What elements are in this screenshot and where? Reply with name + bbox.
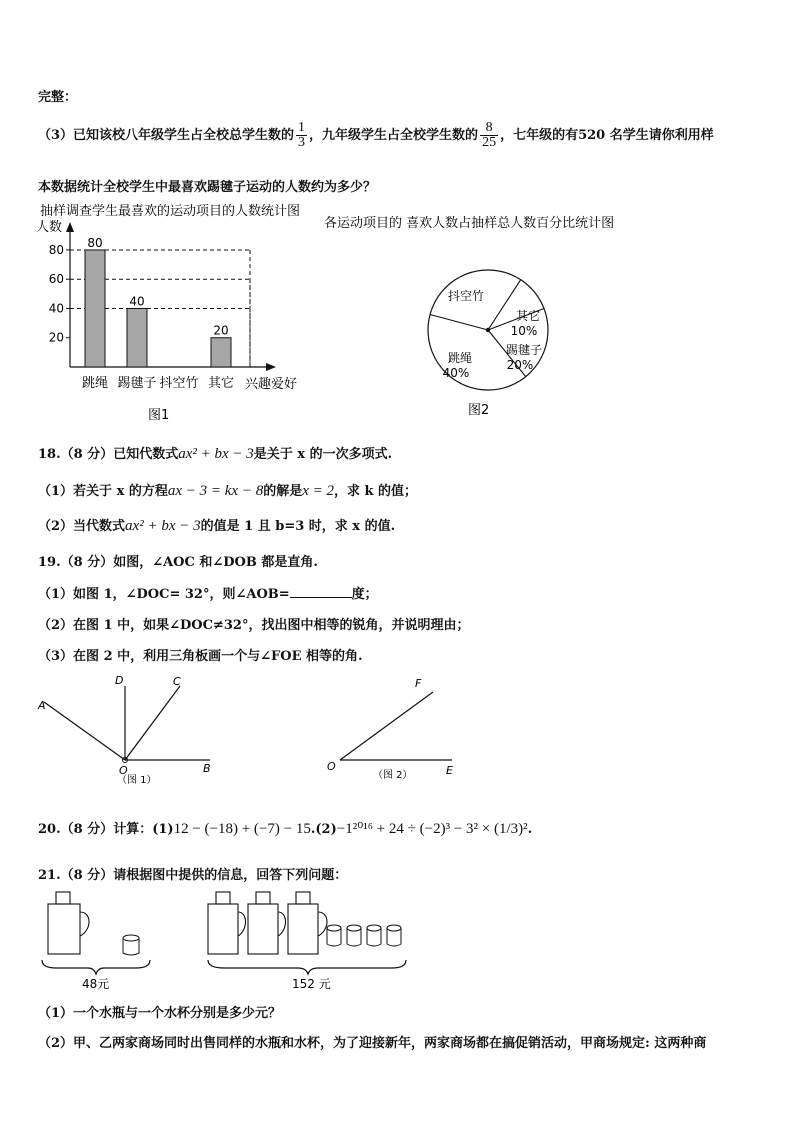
x-axis-arrow — [266, 363, 276, 371]
x-tick-label: 其它 — [207, 376, 235, 391]
bar-data-label: 20 — [213, 323, 229, 338]
pie-slice-label: 其它 — [515, 309, 541, 323]
pie-slice-percent: 20% — [506, 358, 534, 372]
pie-slice-divider — [430, 314, 488, 330]
x-tick-label: 跳绳 — [81, 376, 109, 391]
bar — [85, 250, 105, 367]
q18-expression-2: ax² + bx − 3 — [125, 518, 201, 534]
price-label-152: 152 元 — [292, 977, 331, 991]
pie-slice-label: 踢毽子 — [505, 343, 543, 357]
label-B: B — [203, 762, 211, 775]
cup-icon — [387, 925, 401, 946]
label-O2: O — [327, 760, 336, 773]
angle-figure2 — [320, 672, 470, 787]
bar-chart-ylabel: 人数 — [36, 220, 63, 235]
figure2-caption: 图2 — [468, 403, 490, 418]
pie-chart-figure2 — [318, 208, 648, 423]
y-tick-label: 40 — [48, 301, 64, 316]
bar-chart-title: 抽样调查学生最喜欢的运动项目的人数统计图 — [40, 204, 301, 219]
q18-equation: ax − 3 = kx − 8 — [167, 483, 264, 499]
pie-chart-title: 各运动项目的 喜欢人数占抽样总人数百分比统计图 — [324, 216, 615, 231]
brace-group1 — [42, 960, 150, 974]
y-axis-arrow — [66, 222, 74, 232]
bottles-cups-figure — [36, 886, 416, 994]
cup-icon — [123, 935, 139, 955]
cup-icon — [367, 925, 381, 946]
price-label-48: 48元 — [82, 977, 110, 991]
bar — [211, 338, 231, 367]
question-19: 19.（8 分）如图，∠AOC 和∠DOB 都是直角. — [38, 555, 318, 570]
bar-chart-figure1 — [30, 198, 330, 428]
bar-data-label: 80 — [87, 235, 103, 250]
q18-solution: x = 2 — [302, 483, 334, 499]
question-21-part1: （1）一个水瓶与一个水杯分别是多少元？ — [38, 1006, 282, 1021]
y-tick-label: 60 — [48, 272, 64, 287]
x-tick-label: 踢毽子 — [117, 376, 157, 391]
pie-slice-label: 抖空竹 — [447, 289, 485, 303]
y-tick-label: 20 — [48, 330, 64, 345]
answer-blank[interactable] — [290, 585, 352, 598]
ray-OF — [340, 692, 433, 760]
thermos-icon — [248, 892, 286, 954]
question-18: 18.（8 分）已知代数式ax² + bx − 3是关于 x 的一次多项式. — [38, 446, 393, 462]
cup-icon — [347, 925, 361, 946]
question-17-line2: 本数据统计全校学生中最喜欢踢毽子运动的人数约为多少？ — [38, 180, 377, 195]
q17-text-middle: ，九年级学生占全校学生数的 — [309, 128, 479, 143]
header-text: 完整： — [38, 90, 78, 105]
question-18-part1: （1）若关于 x 的方程ax − 3 = kx − 8的解是x = 2，求 k 的值； — [38, 483, 418, 499]
fraction-eight-25ths: $\frac{8}{25}$ — [482, 120, 497, 150]
pie-slice-percent: 10% — [510, 324, 538, 338]
label-D: D — [115, 674, 124, 687]
pie-center — [486, 328, 490, 332]
label-C: C — [173, 675, 181, 688]
q18-expression: ax² + bx − 3 — [178, 446, 254, 462]
q20-expression-1: 12 − (−18) + (−7) − 15 — [173, 821, 311, 837]
bar-chart-xlabel: 兴趣爱好 — [245, 377, 298, 392]
question-21: 21.（8 分）请根据图中提供的信息，回答下列问题： — [38, 868, 348, 883]
label-O: O — [119, 764, 128, 777]
angle-figure1 — [30, 672, 230, 787]
label-F: F — [415, 677, 422, 690]
brace-group2 — [208, 960, 406, 974]
q17-text-suffix: ，七年级的有520 名学生请你利用样 — [500, 128, 714, 143]
question-17-part3 — [38, 121, 714, 150]
y-tick-label: 80 — [48, 242, 64, 257]
bar — [127, 308, 147, 367]
angle-figure2-caption: （图 2） — [373, 770, 413, 781]
label-A: A — [38, 699, 46, 712]
pie-slice-percent: 40% — [442, 366, 470, 380]
pie-slice-label: 跳绳 — [447, 351, 473, 365]
angle-figure1-caption: （图 1） — [117, 775, 157, 786]
thermos-icon — [288, 892, 327, 954]
bar-data-label: 40 — [129, 294, 145, 309]
question-19-part2: （2）在图 1 中，如果∠DOC≠32°，找出图中相等的锐角，并说明理由； — [38, 618, 470, 633]
thermos-icon — [48, 892, 89, 954]
figure1-caption: 图1 — [148, 408, 170, 423]
thermos-icon — [208, 892, 246, 954]
ray-OA — [44, 702, 125, 760]
x-tick-label: 抖空竹 — [159, 376, 199, 391]
q17-text-prefix: （3）已知该校八年级学生占全校总学生数的 — [38, 128, 295, 143]
label-E: E — [446, 764, 453, 777]
fraction-one-third: $\frac{1}{3}$ — [298, 120, 306, 150]
question-18-part2: （2）当代数式ax² + bx − 3的值是 1 且 b=3 时，求 x 的值. — [38, 518, 396, 534]
question-19-part3: （3）在图 2 中，利用三角板画一个与∠FOE 相等的角. — [38, 649, 363, 664]
q20-expression-2: −1²⁰¹⁶ + 24 ÷ (−2)³ − 3² × (1/3)² — [336, 821, 528, 837]
question-19-part1: （1）如图 1，∠DOC= 32°，则∠AOB= 度； — [38, 587, 378, 602]
cup-icon — [327, 925, 341, 946]
question-21-part2: （2）甲、乙两家商场同时出售同样的水瓶和水杯，为了迎接新年，两家商场都在搞促销活动，甲商场规定: 这两种商 — [38, 1036, 707, 1051]
ray-OC — [125, 686, 180, 760]
question-20: 20.（8 分）计算：(1)12 − (−18) + (−7) − 15.(2)−1²⁰¹⁶ + 24 ÷ (−2)³ − 3² × (1/3)². — [38, 821, 533, 837]
